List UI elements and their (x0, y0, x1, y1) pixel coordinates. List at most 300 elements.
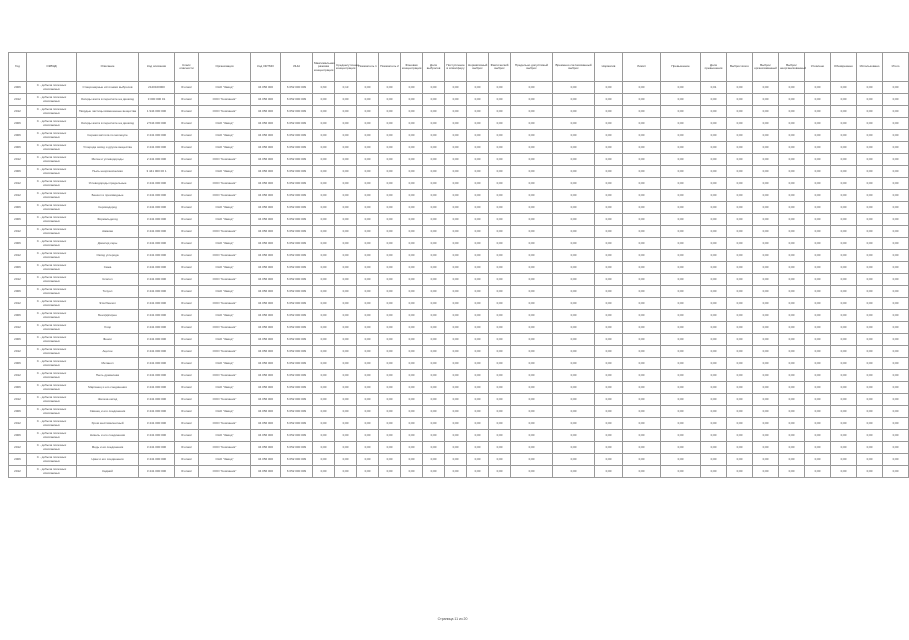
table-cell: 0,00 (831, 466, 857, 478)
table-cell: 0,00 (779, 166, 805, 178)
table-cell: С - добыча полезных ископаемых (27, 226, 77, 238)
table-cell: 0,00 (511, 418, 553, 430)
table-cell: 0,00 (701, 118, 727, 130)
table-cell: 2006 (9, 130, 27, 142)
table-row (9, 310, 909, 322)
table-cell: 0,00 (335, 286, 357, 298)
table-row (9, 418, 909, 430)
table-cell: 0,00 (753, 322, 779, 334)
table-cell: 0,00 (831, 250, 857, 262)
table-cell: 0,00 (883, 298, 909, 310)
table-row (9, 442, 909, 454)
table-cell: 3 441 000 000 (139, 322, 175, 334)
table-cell: 0,00 (423, 178, 445, 190)
table-cell: 0,00 (727, 94, 753, 106)
table-cell: С - добыча полезных ископаемых (27, 322, 77, 334)
table-row (9, 454, 909, 466)
table-cell: ОАО "Завод" (199, 262, 251, 274)
table-cell: 34 056 000 (251, 178, 281, 190)
table-cell: 0,00 (379, 238, 401, 250)
table-cell: 6 052 000 009 (281, 286, 313, 298)
table-cell: 0,00 (511, 202, 553, 214)
table-cell: 2012 (9, 322, 27, 334)
table-cell: 2012 (9, 94, 27, 106)
table-cell: 0,00 (623, 418, 661, 430)
table-cell: 34 056 000 (251, 142, 281, 154)
table-cell: ООО "Компания" (199, 226, 251, 238)
table-cell: 0,00 (489, 226, 511, 238)
column-header: Лимит (623, 53, 661, 82)
table-cell: 0,00 (423, 334, 445, 346)
column-header: Итого (883, 53, 909, 82)
table-cell: 0,00 (553, 250, 595, 262)
table-cell: 0,00 (313, 430, 335, 442)
table-cell: 34 056 000 (251, 382, 281, 394)
table-cell: 0,00 (379, 214, 401, 226)
table-cell: 0,00 (857, 190, 883, 202)
table-cell: 0,00 (357, 286, 379, 298)
table-cell: 0,00 (423, 346, 445, 358)
table-cell: 0,00 (595, 310, 623, 322)
table-cell: 0,00 (553, 178, 595, 190)
column-header: Показатель 2 (379, 53, 401, 82)
table-cell: 0,00 (313, 394, 335, 406)
table-cell: 34 056 000 (251, 394, 281, 406)
table-cell: 0,00 (857, 202, 883, 214)
table-cell: 0,00 (701, 418, 727, 430)
table-cell: 0,00 (727, 454, 753, 466)
table-cell: 0,00 (489, 406, 511, 418)
table-cell: 2006 (9, 430, 27, 442)
table-cell: С - добыча полезных ископаемых (27, 118, 77, 130)
table-cell: 6 052 000 009 (281, 418, 313, 430)
table-cell: 0,00 (779, 250, 805, 262)
table-cell: 0,00 (489, 214, 511, 226)
table-cell: 0,00 (511, 358, 553, 370)
table-cell: 0,00 (553, 190, 595, 202)
table-cell: 0,00 (753, 214, 779, 226)
table-cell: 0,00 (511, 394, 553, 406)
table-cell: 0,00 (467, 298, 489, 310)
table-cell: С - добыча полезных ископаемых (27, 442, 77, 454)
table-cell: 0,00 (661, 370, 701, 382)
table-cell: 0,00 (779, 406, 805, 418)
table-cell: 2006 (9, 358, 27, 370)
table-cell: 3 441 000 000 (139, 334, 175, 346)
table-cell: 0,00 (805, 358, 831, 370)
table-cell: 0,00 (423, 250, 445, 262)
table-cell: III класс (175, 370, 199, 382)
table-cell: Пыль неорганическая (77, 166, 139, 178)
table-cell: 0,00 (335, 142, 357, 154)
table-cell: 0,00 (423, 394, 445, 406)
table-cell: 0,00 (661, 202, 701, 214)
table-cell: 0,00 (445, 442, 467, 454)
table-cell: 0,00 (727, 250, 753, 262)
table-cell: 0,00 (623, 394, 661, 406)
table-cell: III класс (175, 250, 199, 262)
table-cell: 0,00 (313, 178, 335, 190)
table-cell: С - добыча полезных ископаемых (27, 286, 77, 298)
table-cell: 0,00 (831, 442, 857, 454)
table-cell: 0,00 (701, 454, 727, 466)
table-cell: 0,00 (779, 418, 805, 430)
table-cell: 0,00 (701, 190, 727, 202)
table-cell: 0,00 (511, 190, 553, 202)
table-cell: 0,00 (313, 358, 335, 370)
table-cell: 0,00 (335, 94, 357, 106)
table-cell: 0,00 (379, 310, 401, 322)
table-cell: 0,00 (779, 274, 805, 286)
table-cell: 0,00 (401, 322, 423, 334)
table-cell: III класс (175, 190, 199, 202)
table-cell: 0,00 (423, 274, 445, 286)
table-cell: 0,00 (701, 238, 727, 250)
table-cell: 0,00 (805, 130, 831, 142)
table-cell: 0,00 (727, 154, 753, 166)
table-cell: 0,00 (661, 394, 701, 406)
table-cell: 0,00 (379, 142, 401, 154)
table-cell: 0,00 (553, 274, 595, 286)
table-cell: 0,00 (423, 190, 445, 202)
table-cell: 0,00 (857, 274, 883, 286)
table-cell: III класс (175, 310, 199, 322)
table-cell: 3 441 000 000 (139, 454, 175, 466)
table-cell: 34 056 000 (251, 274, 281, 286)
table-cell: 0,00 (489, 154, 511, 166)
table-cell: 0,00 (779, 214, 805, 226)
table-cell: 0,00 (489, 346, 511, 358)
table-cell: 0,00 (779, 262, 805, 274)
table-cell: 0,00 (727, 226, 753, 238)
table-cell: 0,00 (753, 298, 779, 310)
table-cell: 3 441 000 000 (139, 226, 175, 238)
table-cell: С - добыча полезных ископаемых (27, 406, 77, 418)
table-cell: 0,00 (357, 130, 379, 142)
table-cell: 0,00 (445, 274, 467, 286)
table-cell: 6 052 000 009 (281, 382, 313, 394)
table-cell: 0,00 (857, 310, 883, 322)
table-cell: 0,00 (423, 358, 445, 370)
table-cell: 6 052 000 009 (281, 130, 313, 142)
table-row (9, 106, 909, 118)
table-cell: III класс (175, 394, 199, 406)
table-cell: 0,00 (779, 442, 805, 454)
table-cell: 0,00 (467, 238, 489, 250)
table-cell: 34 056 000 (251, 310, 281, 322)
table-cell: 0,00 (401, 250, 423, 262)
table-cell: 0,00 (357, 94, 379, 106)
column-header: Выброс всего (727, 53, 753, 82)
table-cell: 0,00 (489, 442, 511, 454)
table-cell: 0,00 (553, 262, 595, 274)
table-cell: 0,00 (553, 466, 595, 478)
table-cell: 0,00 (467, 418, 489, 430)
table-cell: 0,00 (753, 94, 779, 106)
table-cell: 3 441 000 000 (139, 370, 175, 382)
table-cell: 2006 (9, 310, 27, 322)
table-cell: Аммиак (77, 226, 139, 238)
table-cell: 0,00 (753, 250, 779, 262)
table-row (9, 238, 909, 250)
table-cell: 0,00 (313, 466, 335, 478)
table-cell: 0,00 (511, 82, 553, 94)
table-cell: ООО "Компания" (199, 94, 251, 106)
table-cell: 0,00 (467, 466, 489, 478)
table-cell: 0,00 (883, 118, 909, 130)
table-cell: С - добыча полезных ископаемых (27, 310, 77, 322)
table-cell: III класс (175, 262, 199, 274)
table-cell: 0,00 (401, 238, 423, 250)
table-cell: 0,00 (727, 406, 753, 418)
table-cell: 0,00 (727, 358, 753, 370)
table-cell: 0,00 (805, 202, 831, 214)
table-cell: 0,00 (595, 118, 623, 130)
table-cell: 34 056 000 (251, 238, 281, 250)
table-header (9, 53, 909, 82)
table-cell: 2006 (9, 214, 27, 226)
table-cell: 0,00 (831, 166, 857, 178)
table-cell: 0,00 (883, 82, 909, 94)
table-cell: 0,00 (511, 442, 553, 454)
table-cell: С - добыча полезных ископаемых (27, 298, 77, 310)
table-cell: 0,00 (727, 190, 753, 202)
table-cell: 0,00 (883, 154, 909, 166)
table-cell: 0,00 (857, 238, 883, 250)
table-cell: 0,00 (661, 262, 701, 274)
table-cell: 0,00 (553, 406, 595, 418)
table-cell: 6 052 000 009 (281, 190, 313, 202)
table-cell: С - добыча полезных ископаемых (27, 82, 77, 94)
table-cell: 0,00 (313, 142, 335, 154)
table-cell: 0,00 (857, 118, 883, 130)
table-cell: 0,00 (511, 142, 553, 154)
table-cell: 0,00 (623, 274, 661, 286)
table-cell: 0,00 (467, 250, 489, 262)
table-cell: 0,00 (445, 202, 467, 214)
table-cell: 0,00 (553, 454, 595, 466)
table-cell: 0,00 (753, 394, 779, 406)
table-cell: Этилбензол (77, 298, 139, 310)
table-cell: 0,00 (313, 442, 335, 454)
table-cell: 0,00 (831, 142, 857, 154)
table-cell: 0,00 (661, 286, 701, 298)
table-cell: 0,00 (779, 130, 805, 142)
table-cell: 0,00 (701, 346, 727, 358)
table-cell: 0,00 (357, 250, 379, 262)
table-cell: III класс (175, 226, 199, 238)
table-cell: 0,00 (467, 454, 489, 466)
table-row (9, 142, 909, 154)
table-cell: 0,00 (335, 202, 357, 214)
table-cell: 0,00 (595, 214, 623, 226)
table-cell: 0,00 (753, 286, 779, 298)
table-cell: 0,00 (857, 250, 883, 262)
table-cell: 0,00 (357, 178, 379, 190)
table-cell: 0,00 (727, 166, 753, 178)
table-cell: ООО "Компания" (199, 298, 251, 310)
table-cell: 0,00 (423, 142, 445, 154)
table-cell: 0,00 (883, 130, 909, 142)
table-cell: 0,00 (379, 394, 401, 406)
table-cell: 0,00 (727, 82, 753, 94)
table-cell: 6 052 000 009 (281, 118, 313, 130)
table-cell: 0,00 (753, 106, 779, 118)
table-cell: 0,00 (313, 262, 335, 274)
table-cell: 0,00 (313, 226, 335, 238)
table-cell: 0,00 (661, 310, 701, 322)
table-cell: 0,00 (335, 262, 357, 274)
table-cell: 0,00 (857, 226, 883, 238)
table-cell: 0,00 (595, 322, 623, 334)
table-cell: Твёрдые частицы взвешенные вещества (77, 106, 139, 118)
table-cell: 0,00 (335, 214, 357, 226)
table-cell: 0,00 (883, 334, 909, 346)
table-cell: 0,00 (423, 454, 445, 466)
table-cell: ООО "Компания" (199, 322, 251, 334)
table-cell: ООО "Компания" (199, 466, 251, 478)
table-cell: 2006 (9, 382, 27, 394)
table-cell: 0,00 (595, 106, 623, 118)
table-cell: 0,00 (401, 310, 423, 322)
table-cell: ОАО "Завод" (199, 310, 251, 322)
table-cell: ОАО "Завод" (199, 286, 251, 298)
table-cell: 0,00 (401, 298, 423, 310)
table-cell: ОАО "Завод" (199, 214, 251, 226)
table-cell: 0,00 (883, 358, 909, 370)
table-cell: 0,00 (831, 358, 857, 370)
table-cell: 0,00 (489, 454, 511, 466)
table-cell: 0,00 (467, 226, 489, 238)
table-cell: 0,00 (445, 154, 467, 166)
table-cell: 0,00 (467, 322, 489, 334)
table-cell: 2012 (9, 178, 27, 190)
table-cell: 0,00 (753, 346, 779, 358)
table-cell: 6 052 000 009 (281, 262, 313, 274)
table-cell: 0,00 (335, 310, 357, 322)
table-cell: 0,00 (335, 322, 357, 334)
table-cell: 0,00 (883, 382, 909, 394)
table-cell: 0,00 (727, 214, 753, 226)
table-cell: 2012 (9, 394, 27, 406)
table-cell: 0,00 (623, 250, 661, 262)
table-cell: 0,00 (357, 310, 379, 322)
table-cell: III класс (175, 298, 199, 310)
table-cell: ООО "Компания" (199, 370, 251, 382)
page-number: Страница 11 из 20 (437, 617, 468, 621)
table-cell: 0,00 (805, 454, 831, 466)
table-cell: 0,00 (489, 334, 511, 346)
table-row (9, 370, 909, 382)
table-cell: 0,00 (379, 430, 401, 442)
table-cell: 0,00 (467, 202, 489, 214)
table-cell: 0,00 (831, 118, 857, 130)
table-cell: 0,00 (727, 334, 753, 346)
table-cell: 0,00 (423, 130, 445, 142)
table-cell: 0,00 (445, 82, 467, 94)
table-cell: 34 056 000 (251, 418, 281, 430)
table-cell: 0,00 (379, 466, 401, 478)
table-cell: 6 052 000 009 (281, 94, 313, 106)
table-cell: 0,00 (313, 370, 335, 382)
table-row (9, 286, 909, 298)
table-cell: 0,00 (511, 466, 553, 478)
table-cell: 0,00 (511, 118, 553, 130)
table-cell: 0,00 (753, 190, 779, 202)
column-header: Максимальная разовая концентрация (313, 53, 335, 82)
table-cell: 0,00 (445, 310, 467, 322)
table-cell: 0,60 (313, 82, 335, 94)
table-cell: 0,00 (805, 418, 831, 430)
table-cell: 3 441 000 000 (139, 298, 175, 310)
table-cell: 0,00 (553, 322, 595, 334)
table-cell: 0,00 (883, 190, 909, 202)
table-cell: 0,00 (805, 226, 831, 238)
table-cell: 0,00 (335, 370, 357, 382)
table-cell: 0,00 (595, 454, 623, 466)
table-cell: 0,00 (661, 274, 701, 286)
table-cell: 0,00 (831, 310, 857, 322)
table-cell: 0,00 (335, 454, 357, 466)
table-cell: 0,00 (623, 262, 661, 274)
table-cell: 0,00 (857, 262, 883, 274)
table-cell: 6 052 000 009 (281, 454, 313, 466)
table-cell: 0,00 (595, 346, 623, 358)
column-header: Доля выбросов (423, 53, 445, 82)
table-cell: 0,00 (857, 406, 883, 418)
table-cell: 0,00 (831, 454, 857, 466)
table-cell: С - добыча полезных ископаемых (27, 202, 77, 214)
table-cell: 0,00 (753, 358, 779, 370)
table-cell: 0,00 (445, 406, 467, 418)
table-cell: 0,00 (623, 106, 661, 118)
table-cell: 0,00 (727, 370, 753, 382)
table-cell: 0,00 (753, 202, 779, 214)
table-cell: 0,00 (701, 406, 727, 418)
table-cell: 0,00 (883, 466, 909, 478)
table-cell: 0,00 (661, 298, 701, 310)
table-cell: 0,00 (753, 154, 779, 166)
table-cell: 0,00 (857, 142, 883, 154)
table-cell: 0,00 (313, 214, 335, 226)
table-cell: 0,00 (883, 202, 909, 214)
table-cell: 0,00 (423, 466, 445, 478)
table-cell: 0,00 (379, 298, 401, 310)
table-cell: 0,00 (553, 154, 595, 166)
table-cell: 0,00 (623, 358, 661, 370)
table-cell: 2006 (9, 238, 27, 250)
table-cell: ОАО "Завод" (199, 142, 251, 154)
table-cell: 0,00 (357, 394, 379, 406)
table-row (9, 118, 909, 130)
table-cell: 0,00 (661, 178, 701, 190)
table-cell: 3 441 000 000 (139, 202, 175, 214)
table-cell: 0,00 (595, 166, 623, 178)
table-cell: III класс (175, 238, 199, 250)
table-cell: С - добыча полезных ископаемых (27, 178, 77, 190)
table-row (9, 178, 909, 190)
table-cell: 0,00 (701, 274, 727, 286)
table-cell: 0,00 (661, 418, 701, 430)
table-cell: 0,00 (779, 370, 805, 382)
table-row (9, 274, 909, 286)
table-cell: 0,00 (313, 454, 335, 466)
table-cell: 0,00 (357, 334, 379, 346)
table-cell: ООО "Компания" (199, 154, 251, 166)
table-cell: 0,00 (623, 466, 661, 478)
table-cell: 0,00 (595, 250, 623, 262)
table-cell: 0,00 (423, 406, 445, 418)
